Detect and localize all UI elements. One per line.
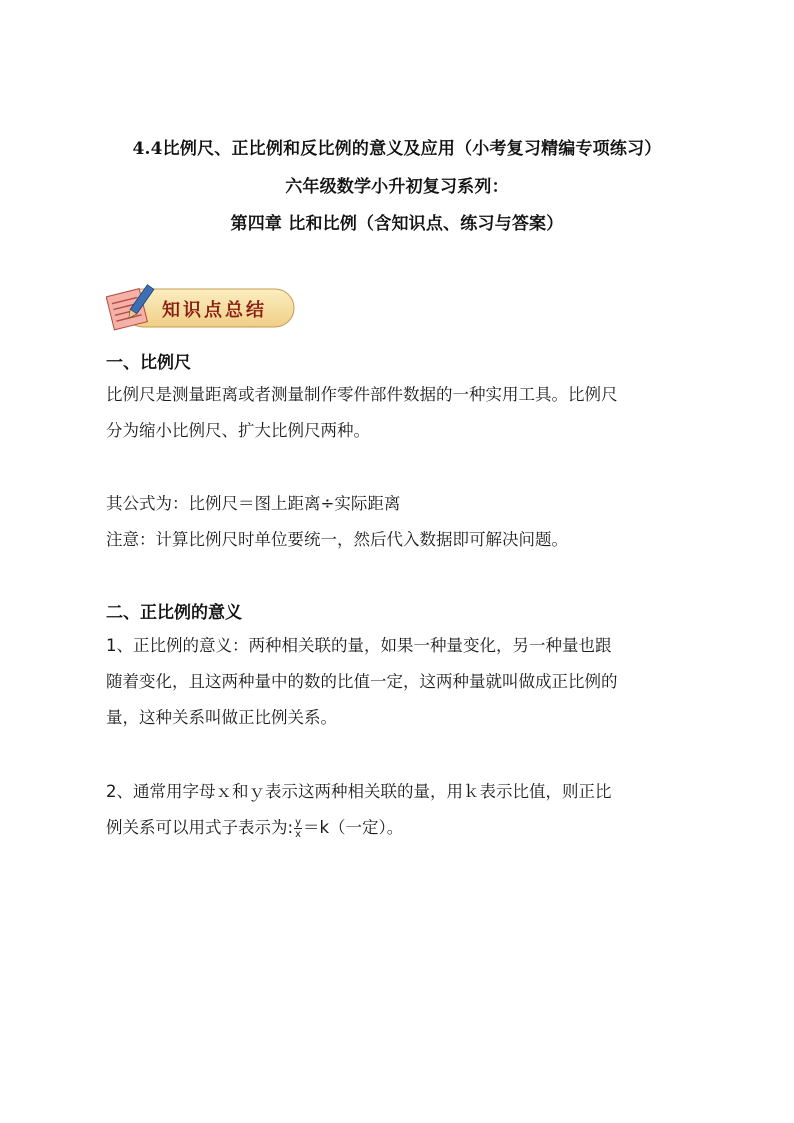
badge-label: 知识点总结 — [162, 300, 267, 321]
series-subtitle: 六年级数学小升初复习系列： — [285, 177, 509, 197]
direct-proportion-formula — [106, 774, 706, 846]
scale-formula: 其公式为：比例尺＝图上距离÷实际距离 — [106, 494, 401, 513]
text-line: 比例尺是测量距离或者测量制作零件部件数据的一种实用工具。比例尺 — [106, 385, 618, 404]
knowledge-summary-badge — [106, 284, 298, 332]
fraction-numerator: y — [295, 817, 301, 828]
scale-note: 注意：计算比例尺时单位要统一，然后代入数据即可解决问题。 — [106, 530, 568, 549]
formula-suffix: ＝k（一定）。 — [302, 818, 404, 837]
section-heading-scale: 一、比例尺 — [106, 353, 191, 373]
text-line: 分为缩小比例尺、扩大比例尺两种。 — [106, 421, 370, 440]
formula-line — [106, 810, 706, 846]
ratio-fraction — [294, 817, 302, 840]
document-title: 4.4比例尺、正比例和反比例的意义及应用（小考复习精编专项练习） — [132, 139, 662, 159]
chapter-subtitle: 第四章 比和比例（含知识点、练习与答案） — [230, 214, 564, 234]
fraction-denominator: x — [295, 829, 301, 840]
text-line: 量，这种关系叫做正比例关系。 — [106, 708, 337, 727]
direct-proportion-definition — [106, 628, 706, 736]
text-line: 2、通常用字母ｘ和ｙ表示这两种相关联的量，用ｋ表示比值，则正比 — [106, 782, 612, 801]
text-line: 随着变化，且这两种量中的数的比值一定，这两种量就叫做成正比例的 — [106, 672, 618, 691]
section-heading-direct-proportion: 二、正比例的意义 — [106, 603, 242, 623]
text-line: 1、正比例的意义：两种相关联的量，如果一种量变化，另一种量也跟 — [106, 636, 612, 655]
scale-definition — [106, 377, 706, 449]
formula-prefix: 例关系可以用式子表示为: — [106, 818, 294, 837]
